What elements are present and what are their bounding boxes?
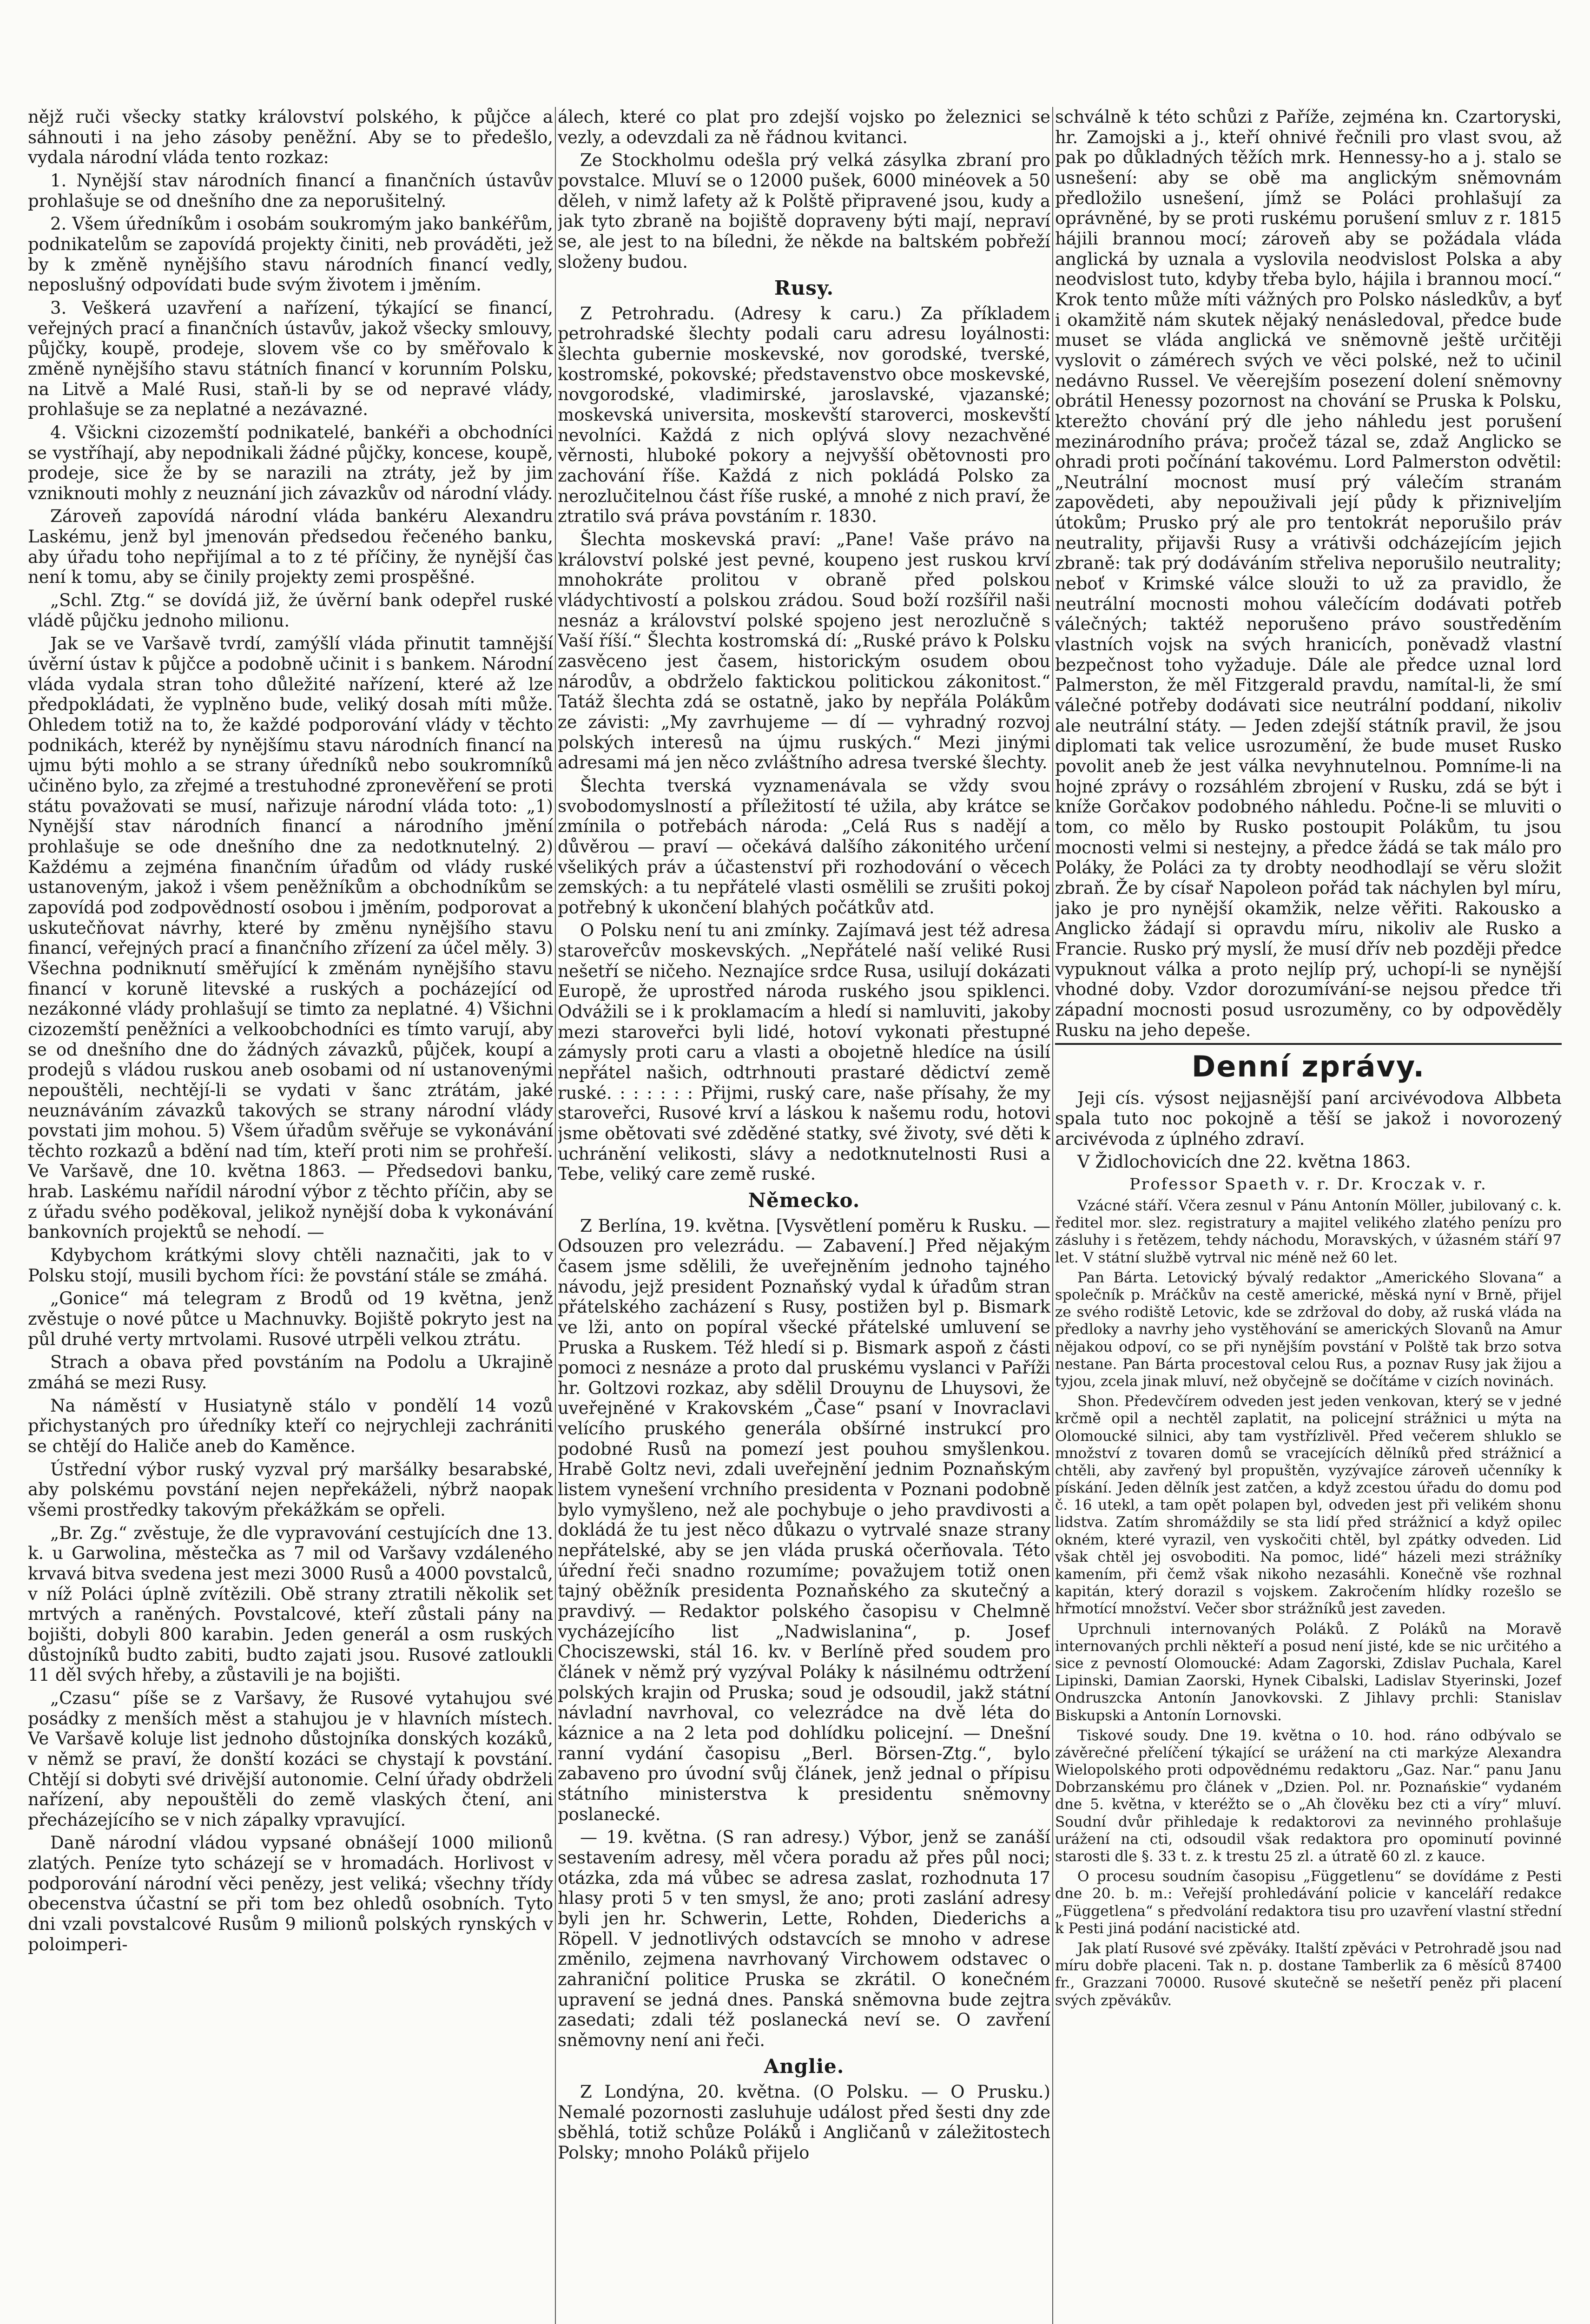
article-paragraph: 2. Všem úředníkům i osobám soukromým jako bankéřům, podnikatelům se zapovídá projekty činiti, neb prováděti, jež by k změně nynějšího stavu národních financí vedly, neposlušný odpovídati bude svým životem i jměním. — [28, 214, 553, 295]
column-right-top — [1055, 107, 1562, 1040]
article-paragraph: Jak platí Rusové své zpěváky. Italští zpěváci v Petrohradě jsou nad míru dobře placeni. Tak n. p. dostane Tamberlik za 6 měsíců 87400 fr., Grazzani 70000. Rusové skutečně se nešetří peněz při placení svých zpěvákův. — [1055, 1940, 1562, 2009]
daily-news-items — [1055, 1197, 1562, 1937]
daily-news-intro — [1055, 1088, 1562, 1172]
article-paragraph: — 19. května. (S ran adresy.) Výbor, jenž se zanáší sestavením adresy, měl včera poradu až přes půl noci; otázka, zda má vůbec se adresa zaslat, rozhodnuta 17 hlasy proti 5 v ten smysl, že ano; proti zaslání adresy byli jen hr. Schwerin, Lette, Rohden, Diederichs a Röpell. V jednotlivých odstavcích se mnoho v adrese změnilo, zejmena navrhovaný Virchowem odstavec o zahraniční politice Pruska se zkrátil. O konečném upravení se jedná dnes. Panská sněmovna bude zejtra zasedati; zdali též poslanecká neví se. O zavření sněmovny není ani řeči. — [558, 1827, 1050, 2050]
article-paragraph: „Br. Zg.“ zvěstuje, že dle vypravování cestujících dne 13. k. u Garwolina, městečka as 7 mil od Varšavy vzdáleného krvavá bitva svedena jest mezi 3000 Rusů a 4000 povstalců, v níž Poláci úplně zvítězili. Obě strany ztratili několik set mrtvých a raněných. Povstalcové, kteří zůstali pány na bojišti, dobyli 800 karabin. Jeden generál a osm ruských důstojníků budto zabiti, budto zajati jsou. Rusové zatloukli 11 děl svých hřeby, a zůstavili je na bojišti. — [28, 1523, 553, 1685]
section-anglie — [558, 2082, 1050, 2163]
column-right — [1055, 107, 1562, 2324]
article-paragraph: „Czasu“ píše se z Varšavy, že Rusové vytahujou své posádky z menších měst a stahujou je v hlavních místech. Ve Varšavě koluje list jednoho důstojníka donských kozáků, v němž se praví, že donští kozáci se chystají k povstání. Chtějí si dobyti své drivější autonomie. Celní úřady obdrželi nařízení, aby nepouštěli do země vlaských čtení, ani přecházejícího se v nich zápalky vpravující. — [28, 1688, 553, 1830]
section-heading-denni-zpravy: Denní zprávy. — [1191, 1050, 1425, 1084]
column-middle-intro — [558, 107, 1050, 272]
article-paragraph: Shon. Předevčírem odveden jest jeden venkovan, který se v jedné krčmě opil a nechtěl zaplatit, na policejní strážnici u mýta na Olomoucké silnici, aby tam vystřízlivěl. Před večerem shluklo se množství z tovaren domů se vracejících dělníků před strážnicí a chtěli, aby zavřený byl propuštěn, vyzývajíce zároveň učenníky k pískání. Jeden dělník jest zatčen, a když zcestou úřadu do domu pod č. 16 utekl, a tam opět polapen byl, odveden jest při velikém shonu lidstva. Zatím shromáždily se sta lidí před strážnicí a když opilec okném, které vyrazil, ven vyskočiti chtěl, byl zpátky odveden. Lid však chtěl jej osvoboditi. Na pomoc, lidé“ házeli mezi strážníky kamením, při čemž však nikoho nezasáhli. Konečně vše rozhnal kapitán, který dorazil s vojskem. Zakročením hlídky rozešlo se hřmotící množství. Večer sbor strážníků jest zaveden. — [1055, 1393, 1562, 1618]
section-rusy — [558, 304, 1050, 1184]
section-heading-anglie: Anglie. — [764, 2055, 844, 2078]
article-paragraph: Z Londýna, 20. května. (O Polsku. — O Prusku.) Nemalé pozornosti zasluhuje událost před šesti dny zde sběhlá, totiž schůze Poláků i Angličanů v záležitostech Polsky; mnoho Poláků přijelo — [558, 2082, 1050, 2163]
article-paragraph: Šlechta tverská vyznamenávala se vždy svou svobodomyslností a příležitostí té užila, aby krátce se zmínila o potřebách národa: „Celá Rus s nadějí a důvěrou — praví — očekává dalšího zákonitého určení všelikých práv a účastenství při rozhodování o věcech zemských: a tu nepřátelé vlasti osmělili se zrušiti pokoj potřebný k ukončení blahých počátkův atd. — [558, 775, 1050, 918]
article-paragraph: Šlechta moskevská praví: „Pane! Vaše právo na království polské jest pevné, koupeno jest ruskou krví mnohokráte prolitou v obraně před polskou vládychtivostí a polskou zrádou. Soud boží rozšířil naši nesnáz a království polské spojeno jest nerozlučně s Vaší říší.“ Šlechta kostromská dí: „Ruské právo k Polsku zasvěceno jest časem, historickým osudem obou národův, a obdrželo faktickou politickou zákonitost.“ Tatáž šlechta zdá se ostatně, jako by nepřála Polákům ze závisti: „My zavrhujeme — dí — vyhradný rozvoj polských interesů na újmu ruských.“ Mezi jinými adresami má jen něco zvláštního adresa tverské šlechty. — [558, 529, 1050, 773]
column-rule — [555, 107, 556, 2324]
article-paragraph: V Židlochovicích dne 22. května 1863. — [1077, 1152, 1411, 1172]
article-paragraph: Strach a obava před povstáním na Podolu a Ukrajině zmáhá se mezi Rusy. — [28, 1352, 553, 1393]
article-paragraph: 4. Všickni cizozemští podnikatelé, bankéři a obchodníci se vystříhají, aby nepodnikali žádné půjčky, koncese, koupě, prodeje, sice že by se narazili na ztráty, jež by jim vzniknouti mohly z neuznání jich závazkův od národní vlády. — [28, 422, 553, 503]
section-heading-nemecko: Německo. — [748, 1189, 860, 1212]
article-paragraph: Pan Bárta. Letovický bývalý redaktor „Amerického Slovana“ a společník p. Mráčkův na cestě americké, měská nyní v Brně, přijel ze svého rodiště Letovic, kde se zdržoval do doby, až ruská vláda na předloky a navrhy jeho vystěhování se amerických Slovanů na Amur nějakou odpoví, co se při nynějším povstání v Polště tak brzo sotva nestane. Pan Bárta procestoval celou Rus, a poznav Rusy jak žijou a tyjou, zcela jinak mluví, než obyčejně se dočítáme v cizích novinách. — [1055, 1269, 1562, 1390]
column-middle — [558, 107, 1050, 2324]
article-paragraph: 1. Nynější stav národních financí a finančních ústavův prohlašuje se od dnešního dne za neporušitelný. — [28, 170, 553, 211]
article-paragraph: álech, které co plat pro zdejší vojsko po železnici se vezly, a odevzdali za ně řádnou kvitanci. — [558, 107, 1050, 147]
column-left-body — [28, 107, 553, 1954]
section-nemecko — [558, 1216, 1050, 2051]
article-paragraph: Uprchnuli internovaných Poláků. Z Poláků na Moravě internovaných prchli někteří a posud není jisté, kde se nic určitého a sice z pevností Olomoucké: Adam Zagorski, Zdislav Puchala, Karel Lipinski, Damian Zaorski, Hynek Cibalski, Ladislav Styerinski, Jozef Ondruszcka Antonín Janovkovski. Z Jihlavy prchli: Stanislav Biskupski a Antonín Lornovski. — [1055, 1620, 1562, 1724]
article-paragraph: Vzácné stáří. Včera zesnul v Pánu Antonín Möller, jubilovaný c. k. ředitel mor. slez. registratury a majitel velikého zlatého penízu pro zásluhy i s řetězem, tehdy náchodu, Moravských, v úžasném stáří 97 let. V státní službě vytrval nic méně než 60 let. — [1055, 1197, 1562, 1266]
article-paragraph: O Polsku není tu ani zmínky. Zajímavá jest též adresa staroveřcův moskevských. „Nepřátelé naší veliké Rusi nešetří se ničeho. Neznajíce srdce Rusa, usilují dokázati Europě, že uprostřed národa ruského jsou spiklenci. Odvážili se i k proklamacím a hledí si namluviti, jakoby mezi staroveřci byli lidé, hotoví vykonati přestupné zámysly proti caru a vlasti a obojetně hledíce na úsilí nepřátel našich, odtrhnouti prastaré dědictví země ruské. : : : : : : Přijmi, ruský care, naše přísahy, že my staroveřci, Rusové krví a láskou k našemu rodu, hotovi jsme obětovati své zděděné statky, své životy, své děti k uchránění velikosti, slávy a nedotknutelnosti Rusi a Tebe, veliký care země ruské. — [558, 920, 1050, 1184]
article-paragraph: Z Petrohradu. (Adresy k caru.) Za příkladem petrohradské šlechty podali caru adresu loyálnosti: šlechta gubernie moskevské, nov gorodské, tverské, kostromské, pokovské; představenstvo obce moskevské, novgorodské, vladimirské, jaroslavské, vjazanské; moskevská universita, moskevští staroverci, moskevští nevolníci. Každá z nich oplývá slovy nezachvěné věrnosti, hluboké pokory a nejvyšší obětovnosti pro zachování říše. Každá z nich pokládá Polsko za nerozlučitelnou část říše ruské, a mnohé z nich praví, že ztratilo svá práva povstáním r. 1830. — [558, 303, 1050, 527]
heading-rule — [1055, 1043, 1562, 1045]
article-paragraph: schválně k této schůzi z Paříže, zejména kn. Czartoryski, hr. Zamojski a j., kteří ohnivé řečnili pro vlast svou, až pak po důkladných těžích mrk. Hennessy-ho a j. stalo se usnešení: aby se obě ma anglickým sněmovnám předložilo usnešení, jímž se Poláci prohlašují za oprávněné, by se proti ruskému porušení smluv z r. 1815 hájili brannou mocí; zároveň aby se požádala vláda anglická by uznala a vyslovila neodvislost Polska a aby neodvislost tuto, kdyby třeba bylo, hájila i brannou mocí.“ Krok tento může míti vážných pro Polsko následkův, a byť i okamžitě nám skutek nějaký nenásledoval, předce bude muset se vláda anglická ve sněmovně ještě určitěji vyslovit o zámérech svých ve věci polské, než to učinil nedávno Russel. Ve věerejším posezení dolení sněmovny obrátil Henessy pozornost na chování se Pruska k Polsku, kterežto chování prý dle jeho náhledu jest porušení mezinárodního práva; pročež tázal se, zdaž Anglicko se ohradi proti počínání takovému. Lord Palmerston odvětil: „Neutrální mocnost musí prý válečím stranám zapovědeti, aby nepouživali její půdy k přizniveljím útokům; Prusko prý ale pro tentokrát neporušilo práv neutrality, přijavši Rusy a vrátivši odcházejícím jejich zbraně: tak prý dodáváním střeliva neporušilo neutrality; neboť v Krimské válce slouži to už za pravidlo, že neutrální mocnosti mohou válečícím dodávati potřeb válečných; taktéž neporušeno právo soustředěním vlastních vojsk na svých hranicích, poněvadž vlastní bezpečnost toho vyžaduje. Dále ale předce uznal lord Palmerston, že měl Fitzgerald pravdu, namítal-li, že smí válečné potřeby dodávati sice neutrální poddaní, nikoliv ale neutrální státy. — Jeden zdejší státník pravil, že jsou diplomati tak velice usrozumění, že bude muset Rusko povolit aneb že jest válka nevyhnutelnou. Pomníme-li na hojné zprávy o rozsáhlém zbrojení v Rusku, zdá se být i kníže Gorčakov podobného náhledu. Počne-li se mluviti o tom, co mělo by Rusko postoupit Polákům, tu jsou mocnosti velmi si nestejny, a předce žádá se tak málo pro Poláky, že Poláci za ty drobty neodhodlají se věru složit zbraň. Že by císař Napoleon pořád tak náchylen byl míru, jako je pro nynější okamžik, nelze věřiti. Rakousko a Anglicko žádají si opravdu míru, nikoliv ale Rusko a Francie. Rusko prý myslí, že musí dřív neb později předce vypuknout válka a proto nejlíp prý, uchopí-li se nynější vhodné doby. Vzdor dorozumívání-se nejsou předce tři západní mocnosti posud usrozuměny, co by odpověděly Rusku na jeho depeše. — [1055, 107, 1562, 1040]
article-paragraph: Na náměstí v Husiatyně stálo v pondělí 14 vozů přichystaných pro úředníky kteří co nejrychleji zachrániti se chtějí do Haliče aneb do Kaměnce. — [28, 1395, 553, 1456]
article-paragraph: 3. Veškerá uzavření a nařízení, týkající se financí, veřejných prací a finančních ústavův, jakož všecky smlouvy, půjčky, koupě, prodeje, slovem vše co by směřovalo k změně nynějšího stavu státních financí v korunním Polsku, na Litvě a Malé Rusi, staň-li by se od nepravé vlády, prohlašuje se za neplatné a nezávazné. — [28, 297, 553, 420]
signers-line: Professor Spaeth v. r. Dr. Kroczak v. r. — [1129, 1175, 1487, 1194]
article-paragraph: Jak se ve Varšavě tvrdí, zamýšlí vláda přinutit tamnější úvěrní ústav k půjčce a podobně učinit i s bankem. Národní vláda vydala stran toho důležité nařízení, které až lze předpokládati, že vyplněno bude, veliký dosah míti může. Ohledem totiž na to, že každé podporování vlády v těchto podnikách, kteréž by nynějšímu stavu národních financí na ujmu býti mohlo a se strany úředníků nebo soukromníků učiněno bylo, za zřejmé a trestuhodné zpronevěření se proti státu považovati se musí, nařizuje národní vláda toto: „1) Nynější stav národních financí a národního jmění prohlašuje se ode dnešního dne za nedotknutelný. 2) Každému a zejména finančním úřadům od vlády ruské ustanoveným, jakož i všem peněžníkům a obchodníkům se zapovídá pod zodpovědností osobou i jměním, podporovat a uskutečňovat návrhy, které by změnu nynějšího stavu financí, veřejných prací a finančního zřízení za účel měly. 3) Všechna podniknutí směřující k změnám nynějšího stavu financí v koruně litevské a ruských a pocházející od nezákonné vlády prohlašují se timto za neplatné. 4) Všichni cizozemští peněžníci a velkoobchodníci es tímto varují, aby se od dnešního dne do žádných závazků, půjček, koupí a prodejů s vládou ruskou aneb osobami od ní ustanovenými nepouštěli, nechtějí-li se vydati v šanc ztrátám, jaké neuznáváním závazků takových se strany národní vlády povstati jim mohou. 5) Všem úřadům svěřuje se vykonávání těchto rozkazů a bdění nad tím, kteří proti nim se prohřeší. Ve Varšavě, dne 10. května 1863. — Předsedovi banku, hrab. Laskému nařídil národní výbor z těchto příčin, aby se z úřadu svého poděkoval, jelikož nynější doba k vykonávání bankovních projektů se nehodí. — — [28, 634, 553, 1242]
column-rule — [1052, 107, 1053, 2324]
column-left — [28, 107, 553, 2324]
article-paragraph: nějž ruči všecky statky království polského, k půjčce a sáhnouti i na jeho zásoby peněžní. Aby se to předešlo, vydala národní vláda tento rozkaz: — [28, 107, 553, 168]
article-paragraph: O procesu soudním časopisu „Függetlenu“ se dovídáme z Pesti dne 20. b. m.: Veřejší prohledávání policie v kanceláří redakce „Függetlena“ s předvolání redaktora tisu pro uzavření vlastní střední k Pesti jiná podání nacistické atd. — [1055, 1868, 1562, 1937]
article-paragraph: Ze Stockholmu odešla prý velká zásylka zbraní pro povstalce. Mluví se o 12000 pušek, 6000 minéovek a 50 děleh, v nimž lafety až k Polště připravené jsou, kudy a jak tyto zbraně na bojiště dopraveny býti mají, nepraví se, ale jest to na bíledni, že někde na baltském pobřeží složeny budou. — [558, 150, 1050, 272]
article-paragraph: „Gonice“ má telegram z Brodů od 19 května, jenž zvěstuje o nové půtce u Machnuvky. Bojiště pokryto jest na půl druhé verty mrtvolami. Rusové utrpěli velkou ztrátu. — [28, 1288, 553, 1349]
article-paragraph: Zároveň zapovídá národní vláda bankéru Alexandru Laskému, jenž byl jmenován předsedou řečeného banku, aby úřadu toho nepřijímal a to z té příčiny, že nynější čas není k tomu, aby se činily projekty zemi prospěšné. — [28, 506, 553, 588]
article-paragraph: Jeji cís. výsost nejjasnější paní arcivévodova Albbeta spala tuto noc pokojně a těší se jakož i novorozený arcivévoda z úplného zdraví. — [1055, 1088, 1562, 1149]
article-paragraph: „Schl. Ztg.“ se dovídá již, že úvěrní bank odepřel ruské vládě půjčku jednoho milionu. — [28, 590, 553, 631]
section-heading-rusy: Rusy. — [774, 277, 834, 300]
article-paragraph: Tiskové soudy. Dne 19. května o 10. hod. ráno odbývalo se závěrečné přelíčení týkající se urážení na cti markýze Alexandra Wielopolského proti odpovědnému redaktoru „Gaz. Nar.“ panu Janu Dobrzanskému pro článek v „Dzien. Pol. nr. Poznańskie“ vydaném dne 5. května, v kteréžto se o „Ah člověku bez cti a víry“ mluví. Soudní dvůr přihledaje k redaktorovi za nevinného prohlašuje urážení na cti, odsoudil však redaktora pro opominutí povinné starosti dle §. 33 t. z. k trestu 25 zl. a útratě 60 zl. z kauce. — [1055, 1727, 1562, 1865]
article-paragraph: Daně národní vládou vypsané obnášejí 1000 milionů zlatých. Peníze tyto scházejí se v hromadách. Horlivost v podporování národní věci penězy, jest veliká; všechny třídy obecenstva účastní se při tom bez ohledů osobních. Tyto dni vzali povstalcové Rusům 9 milionů polských rynských v poloimperi- — [28, 1833, 553, 1954]
article-paragraph: Ústřední výbor ruský vyzval prý maršálky besarabské, aby polskému povstání nejen nepřekáželi, nýbrž naopak všemi prostředky takovým překážkám se opřeli. — [28, 1459, 553, 1520]
article-paragraph: Z Berlína, 19. května. [Vysvětlení poměru k Rusku. — Odsouzen pro velezrádu. — Zabavení.] Před nějakým časem jsme sdělili, že uveřejněním jednoho tajného návodu, jejž president Poznaňský vydal k úřadům stran přátelského zacházení s Rusy, postižen byl p. Bismark ve lži, anto on popíral všecké přátelské umluvení se Pruska a Ruskem. Též hledí si p. Bismark aspoň z části pomoci z nesnáze a proto dal pruskému vyslanci v Paříži hr. Goltzovi rozkaz, aby sdělil Drouynu de Lhuysovi, že uveřejněné v Krakovském „Čase“ psaní v Inovraclavi velícího pruského generála obšírné instrukcí pro podobné Rusů na pomezí jest pouhou smyšlenkou. Hrabě Goltz nevi, zdali uveřejnění jednim Poznaňským listem vynešení vrchního presidenta v Poznani podobně bylo vymyšleno, než ale pochybuje o jeho pravdivosti a dokládá že tu jest něco důkazu o vytrvalé snaze strany nepřátelské, aby se jen vláda pruská očerňovala. Této úřední řeči snadno rozumíme; považujem totiž onen tajný oběžník presidenta Poznaňského za skutečný a pravdivý. — Redaktor polského časopisu v Chelmně vycházejícího list „Nadwislanina“, p. Josef Chociszewski, stál 16. kv. v Berlíně před soudem pro článek v němž prý vyzýval Poláky k násilnému odtržení polských krajin od Pruska; soud je odsoudil, jakž státní návladní navrhoval, co velezrádce na dvě léta do káznice a na 2 leta pod dohlídku policejní. — Dnešní ranní vydání časopisu „Berl. Börsen-Ztg.“, bylo zabaveno pro úvodní svůj článek, jenž jednal o přípisu státního ministerstva k presidentu sněmovny poslanecké. — [558, 1215, 1050, 1824]
article-paragraph: Kdybychom krátkými slovy chtěli naznačiti, jak to v Polsku stojí, musili bychom říci: že povstání stále se zmáhá. — [28, 1245, 553, 1286]
